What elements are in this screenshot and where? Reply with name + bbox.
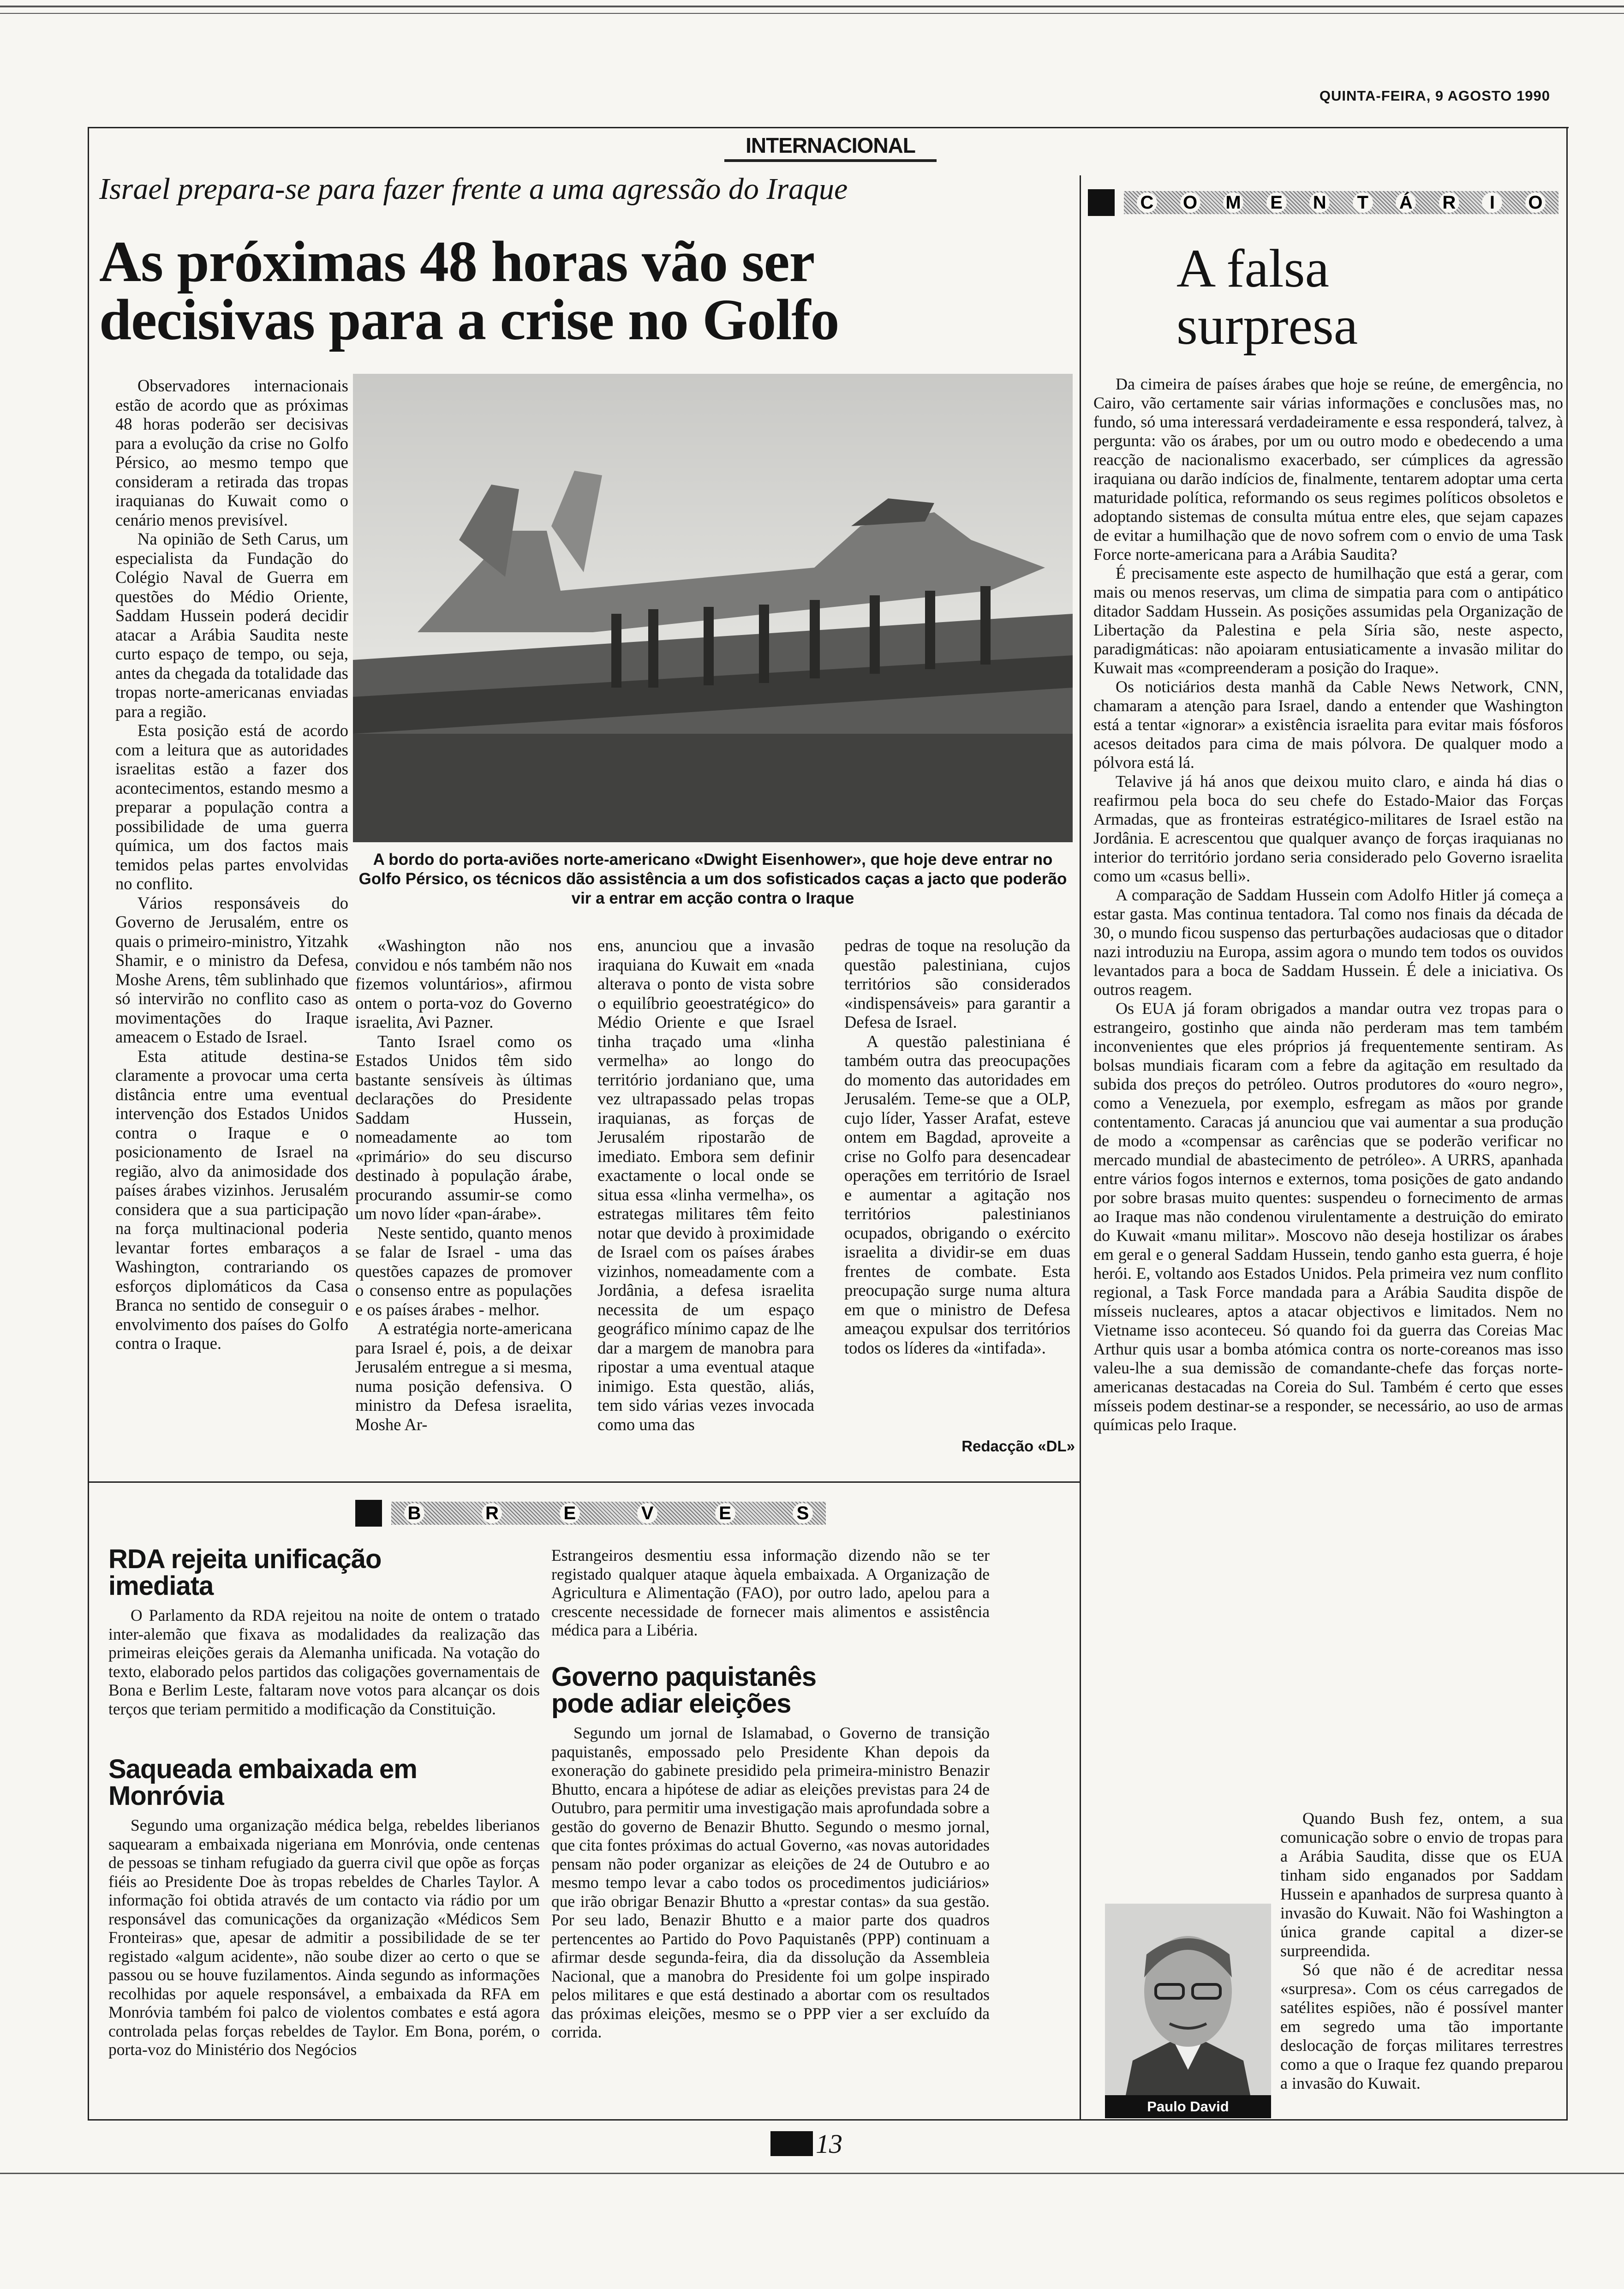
paragraph: Observadores internacionais estão de acordo que as próximas 48 horas poderão ser decisivas para a evolução da crise no Golfo Pérsico, ao mesmo tempo que consideram a retirada das tropas iraquianas do Kuwait como o cenário menos previsível.	[115, 376, 348, 529]
paragraph: Da cimeira de países árabes que hoje se reúne, de emergência, no Cairo, vão certamente sair várias informações e conclusões mas, no fundo, só uma interessará verdadeiramente e essa responderá, talvez, à pergunta: vão os árabes, por um ou outro modo e obedecendo a uma reacção de nacionalismo exacerbado, ser cúmplices da agressão iraquiana ou darão indícios de, finalmente, tentarem adoptar uma certa maturidade política, reformando os seus regimes políticos obsoletos e adoptando sistemas de consulta mútua entre eles, que sejam capazes de evitar a humilhação que de novo sofrem com o envio de uma Task Force norte-americana para a Arábia Saudita?	[1093, 375, 1563, 563]
paragraph: Só que não é de acreditar nessa «surpresa». Com os céus carregados de satélites espiões, não é possível manter em segredo uma tão importante deslocação de forças militares terrestres como a que o Iraque fez quando preparou a invasão do Kuwait.	[1280, 1960, 1563, 2092]
article-column-3	[597, 936, 814, 1434]
column-divider	[1080, 175, 1081, 2121]
band-letter: R	[1439, 192, 1459, 213]
paragraph: O Parlamento da RDA rejeitou na noite de ontem o tratado inter-alemão que fixava as modalidades da realização das primeiras eleições gerais da Alemanha unificada. Na votação do texto, elaborado pelos partidos das coligações governamentais de Bona e Berlim Leste, faltaram nove votos para alcançar os dois terços que teriam permitido a modificação da Constituição.	[108, 1606, 540, 1718]
paragraph: Telavive já há anos que deixou muito claro, e ainda há dias o reafirmou pela boca do seu chefe do Estado-Maior das Forças Armadas, que as fronteiras estratégico-militares de Israel estão na Jordânia. E acrescentou que qualquer avanço de forças iraquianas no interior do território jordano seria considerado pelo Governo israelita como um «casus belli».	[1093, 772, 1563, 885]
paragraph: Tanto Israel como os Estados Unidos têm sido bastante sensíveis às últimas declarações do Presidente Saddam Hussein, nomeadamente ao tom «primário» do seu discurso destinado à população árabe, procurando assumir-se como um novo líder «pan-árabe».	[355, 1031, 572, 1223]
logo-mark-icon	[770, 2131, 813, 2156]
paragraph: É precisamente este aspecto de humilhação que está a gerar, com mais ou menos reservas, um clima de simpatia para com o antipático ditador Saddam Hussein. As posições assumidas pela Organização de Libertação da Palestina e pela Síria são, neste aspecto, paradigmáticas: não apoiaram entusiaticamente a invasão militar do Kuwait mas «compreenderam a posição do Iraque».	[1093, 564, 1563, 677]
frame-left-rule	[88, 127, 89, 2121]
issue-date: QUINTA-FEIRA, 9 AGOSTO 1990	[1319, 88, 1550, 104]
opinion-title: A falsa surpresa	[1176, 238, 1358, 356]
band-letter: B	[404, 1503, 424, 1523]
brief-body	[108, 1816, 540, 2059]
band-letter: V	[637, 1503, 657, 1523]
opinion-body-end	[1280, 1809, 1563, 2093]
paragraph: Na opinião de Seth Carus, um especialista da Fundação do Colégio Naval de Guerra em questões do Médio Oriente, Saddam Hussein poderá decidir atacar a Arábia Saudita neste curto espaço de tempo, ou seja, antes da chegada da totalidade das tropas norte-americanas enviadas para a região.	[115, 529, 348, 721]
paragraph: Esta posição está de acordo com a leitura que as autoridades israelitas estão a fazer dos acontecimentos, estando mesmo a preparar a população contra a possibilidade de uma guerra química, um dos factos mais temidos pelas partes envolvidas no conflito.	[115, 721, 348, 893]
frame-right-rule	[1566, 127, 1568, 2121]
band-letter: O	[1180, 192, 1200, 213]
photo-caption: A bordo do porta-aviões norte-americano «Dwight Eisenhower», que hoje deve entrar no Golfo Pérsico, os técnicos dão assistência a um dos sofisticados caças a jacto que poderão vir a entrar em acção contra o Iraque	[358, 851, 1067, 907]
band-letters	[1124, 191, 1558, 214]
section-label: INTERNACIONAL	[746, 133, 915, 157]
section-underline	[724, 159, 937, 162]
band-letter: E	[560, 1503, 580, 1523]
brief-body	[551, 1724, 990, 2042]
brief-monrovia	[108, 1756, 540, 2059]
band-letter: M	[1223, 192, 1243, 213]
paragraph: Segundo um jornal de Islamabad, o Governo de transição paquistanês, empossado pelo Presidente Khan depois da exoneração do gabinete presidido pela primeira-ministro Benazir Bhutto, encara a hipótese de adiar as eleições previstas para 24 de Outubro, para permitir uma investigação mais aprofundada sobre a gestão do governo de Benazir Bhutto. Segundo o mesmo jornal, que cita fontes próximas do actual Governo, «as novas autoridades pensam não poder organizar as eleições de 24 de Outubro e ao mesmo tempo levar a cabo todos os procedimentos judiciários» que irão obrigar Benazir Bhutto a «prestar contas» da sua gestão. Por seu lado, Benazir Bhutto e a maior parte dos quadros pertencentes ao Partido do Povo Paquistanês (PPP) continuam a afirmar desde segunda-feira, dia da dissolução da Assembleia Nacional, que a manobra do Presidente foi um golpe inspirado pelos militares e que está destinado a abortar com os resultados das próximas eleições, mesmo se o PPP vier a ser excluído da corrida.	[551, 1724, 990, 2041]
band-letter: C	[1137, 192, 1157, 213]
article-byline: Redacção «DL»	[961, 1438, 1075, 1455]
band-letters	[391, 1502, 826, 1525]
comentario-band	[1088, 189, 1558, 216]
opinion-body	[1093, 375, 1563, 1434]
paragraph: Vários responsáveis do Governo de Jerusalém, entre os quais o primeiro-ministro, Yitzahk Shamir, e o ministro da Defesa, Moshe Arens, têm sublinhado que só intervirão no conflito caso as movimentações do Iraque ameacem o Estado de Israel.	[115, 893, 348, 1046]
article-headline: As próximas 48 horas vão ser decisivas para a crise no Golfo	[99, 230, 839, 352]
paragraph: «Washington não nos convidou e nós também não nos fizemos voluntários», afirmou ontem o porta-voz do Governo israelita, Avi Pazner.	[355, 936, 572, 1031]
band-letter: O	[1525, 192, 1546, 213]
bottom-edge-rule	[0, 2173, 1624, 2174]
article-column-2	[355, 936, 572, 1434]
page-number: 13	[816, 2128, 842, 2159]
paragraph: Esta atitude destina-se claramente a provocar uma certa distância entre uma eventual intervenção dos Estados Unidos contra o Iraque e o posicionamento de Israel na região, alvo da animosidade dos países árabes vizinhos. Jerusalém considera que a sua participação na força multinacional poderia levantar fortes embaraços a Washington, contrariando os esforços diplomáticos da Casa Branca no sentido de conseguir o envolvimento dos países do Golfo contra o Iraque.	[115, 1046, 348, 1353]
brief-title: Saqueada embaixada em Monróvia	[108, 1754, 417, 1811]
band-letter: E	[1266, 192, 1287, 213]
band-letter: S	[793, 1503, 813, 1523]
paragraph: Neste sentido, quanto menos se falar de Israel - uma das questões capazes de promover o consenso entre as populações e os países árabes - melhor.	[355, 1223, 572, 1319]
brief-paquistao	[551, 1664, 990, 2042]
brief-rda	[108, 1546, 540, 1718]
frame-bottom-rule	[88, 2119, 1568, 2121]
paragraph: Segundo uma organização médica belga, rebeldes liberianos saquearam a embaixada nigeriana em Monróvia, onde centenas de pessoas se tinham refugiado da guerra civil que opõe as forças fiéis ao Presidente Doe às tropas rebeldes de Charles Taylor. A informação foi obtida através de um contacto via rádio por um responsável das comunicações da organização «Médicos Sem Fronteiras» que, apesar de admitir a possibilidade de se ter registado «algum acidente», não soube dizer ao certo o que se passou ou se houve fuzilamentos. Ainda segundo as informações recolhidas por aquele responsável, a embaixada da RFA em Monróvia também foi palco de violentos combates e está agora controlada pelas forças rebeldes de Taylor. Em Bona, porém, o porta-voz do Ministério dos Negócios	[108, 1816, 540, 2059]
brief-monrovia-continuation	[551, 1546, 990, 1640]
breves-top-rule	[88, 1481, 1081, 1483]
article-kicker: Israel prepara-se para fazer frente a uma agressão do Iraque	[99, 172, 848, 206]
paragraph: Estrangeiros desmentiu essa informação dizendo não se ter registado qualquer ataque àquela embaixada. A Organização de Agricultura e Alimentação (FAO), por outro lado, apelou para a crescente necessidade de fornecer mais alimentos e assistência médica para a Libéria.	[551, 1546, 990, 1639]
paragraph: Quando Bush fez, ontem, a sua comunicação sobre o envio de tropas para a Arábia Saudita, disse que os EUA tinham sido enganados por Saddam Hussein e apanhados de surpresa quanto à invasão do Kuwait. Não foi Washington a única grande capital a dizer-se surpreendida.	[1280, 1809, 1563, 1960]
paragraph: Os noticiários desta manhã da Cable News Network, CNN, chamaram a atenção para Israel, dando a entender que Washington está a tentar «ignorar» a existência israelita para evitar mais fósforos acesos deitados para cima de mais pólvora. De qualquer modo a pólvora está lá.	[1093, 677, 1563, 772]
article-column-4	[844, 936, 1070, 1357]
band-square-icon	[1088, 189, 1115, 216]
brief-title: Governo paquistanês pode adiar eleições	[551, 1662, 817, 1719]
author-name: Paulo David	[1105, 2095, 1271, 2118]
paragraph: A comparação de Saddam Hussein com Adolfo Hitler já começa a estar gasta. Mas continua tentadora. Tal como nos finais da década de 30, o mundo ficou suspenso das perturbações audaciosas que o ditador nazi introduziu na Europa, assim agora o mundo tem todos os ouvidos levantados para a boca de Saddam Hussein. É dele a iniciativa. Os outros reagem.	[1093, 886, 1563, 999]
paragraph: A questão palestiniana é também outra das preocupações do momento das autoridades em Jerusalém. Teme-se que a OLP, cujo líder, Yasser Arafat, esteve ontem em Bagdad, aproveite a crise no Golfo para desencadear operações em território de Israel e aumentar a agitação nos territórios palestinianos ocupados, obrigando o exército israelita a dividir-se em duas frentes de combate. Esta preocupação surge numa altura em que o ministro de Defesa ameaçou expulsar dos territórios todos os líderes da «intifada».	[844, 1031, 1070, 1357]
article-column-1	[115, 376, 348, 1353]
paragraph: Os EUA já foram obrigados a mandar outra vez tropas para o estrangeiro, gostinho que ainda não perderam mas tem também inconvenientes que eles próprios já frequentemente sentiram. As bolsas mundiais ficaram com a febre da agitação em resultado da subida dos preços do petróleo. Outros produtores do «ouro negro», como a Venezuela, por exemplo, esfregam as mãos por grande contentamento. Caracas já anunciou que vai aumentar a sua produção de modo a «compensar as carências que se poderão verificar no mercado mundial de abastecimento de petróleo». A URRS, apanhada entre vários fogos internos e externos, toma posições de gato andando por sobre brasas muito quentes: suspendeu o fornecimento de armas ao Iraque mas não condenou virulentamente a destruição do emirato do Kuwait «manu militar». Moscovo não deseja hostilizar os árabes em geral e o general Saddam Hussein, tendo ganho esta guerra, é hoje herói. E, voltando aos Estados Unidos. Pela primeira vez num conflito regional, a Task Force mandada para a Arábia Saudita dispõe de mísseis nucleares, aptos a atacar objectivos e limitados. Nem no Vietname isso aconteceu. Só quando foi da guerra das Coreias Mac Arthur quis usar a bomba atómica contra os norte-coreanos mas isso valeu-lhe a sua demissão de comandante-chefe das forças norte-americanas destacadas na Coreia do Sul. Também é certo que esses mísseis podem destinar-se a responder, se necessário, ao uso de armas químicas pelo Iraque.	[1093, 999, 1563, 1434]
author-photo	[1105, 1904, 1271, 2107]
aircraft-carrier-photo	[353, 374, 1073, 842]
band-letter: E	[715, 1503, 735, 1523]
top-edge-rule-2	[0, 13, 1624, 14]
band-letter: R	[482, 1503, 502, 1523]
breves-band	[355, 1500, 826, 1527]
band-letter: N	[1309, 192, 1330, 213]
band-letter: Á	[1396, 192, 1416, 213]
brief-title: RDA rejeita unificação imediata	[108, 1544, 382, 1601]
band-letter: I	[1482, 192, 1502, 213]
paragraph: ens, anunciou que a invasão iraquiana do Kuwait em «nada alterava o ponto de vista sobre o equilíbrio geoestratégico» do Médio Oriente e que Israel tinha traçado uma «linha vermelha» ao longo do território jordaniano que, uma vez ultrapassado pelas tropas iraquianas, as forças de Jerusalém ripostarão de imediato. Embora sem definir exactamente o local onde se situa essa «linha vermelha», os estrategas militares têm feito notar que devido à proximidade de Israel com os países árabes vizinhos, nomeadamente com a Jordânia, a defesa israelita necessita de um espaço geográfico mínimo capaz de lhe dar a margem de manobra para ripostar a uma eventual ataque inimigo. Esta questão, aliás, tem sido várias vezes invocada como uma das	[597, 936, 814, 1434]
band-letter: T	[1353, 192, 1373, 213]
band-square-icon	[355, 1500, 382, 1527]
newspaper-logo	[770, 2130, 854, 2157]
frame-top-rule	[88, 127, 1569, 128]
top-edge-rule	[0, 6, 1624, 7]
brief-body	[108, 1606, 540, 1718]
paragraph: pedras de toque na resolução da questão palestiniana, cujos territórios são considerados «indispensáveis» para garantir a Defesa de Israel.	[844, 936, 1070, 1031]
paragraph: A estratégia norte-americana para Israel é, pois, a de deixar Jerusalém entregue a si mesma, numa posição defensiva. O ministro da Defesa israelita, Moshe Ar-	[355, 1319, 572, 1434]
